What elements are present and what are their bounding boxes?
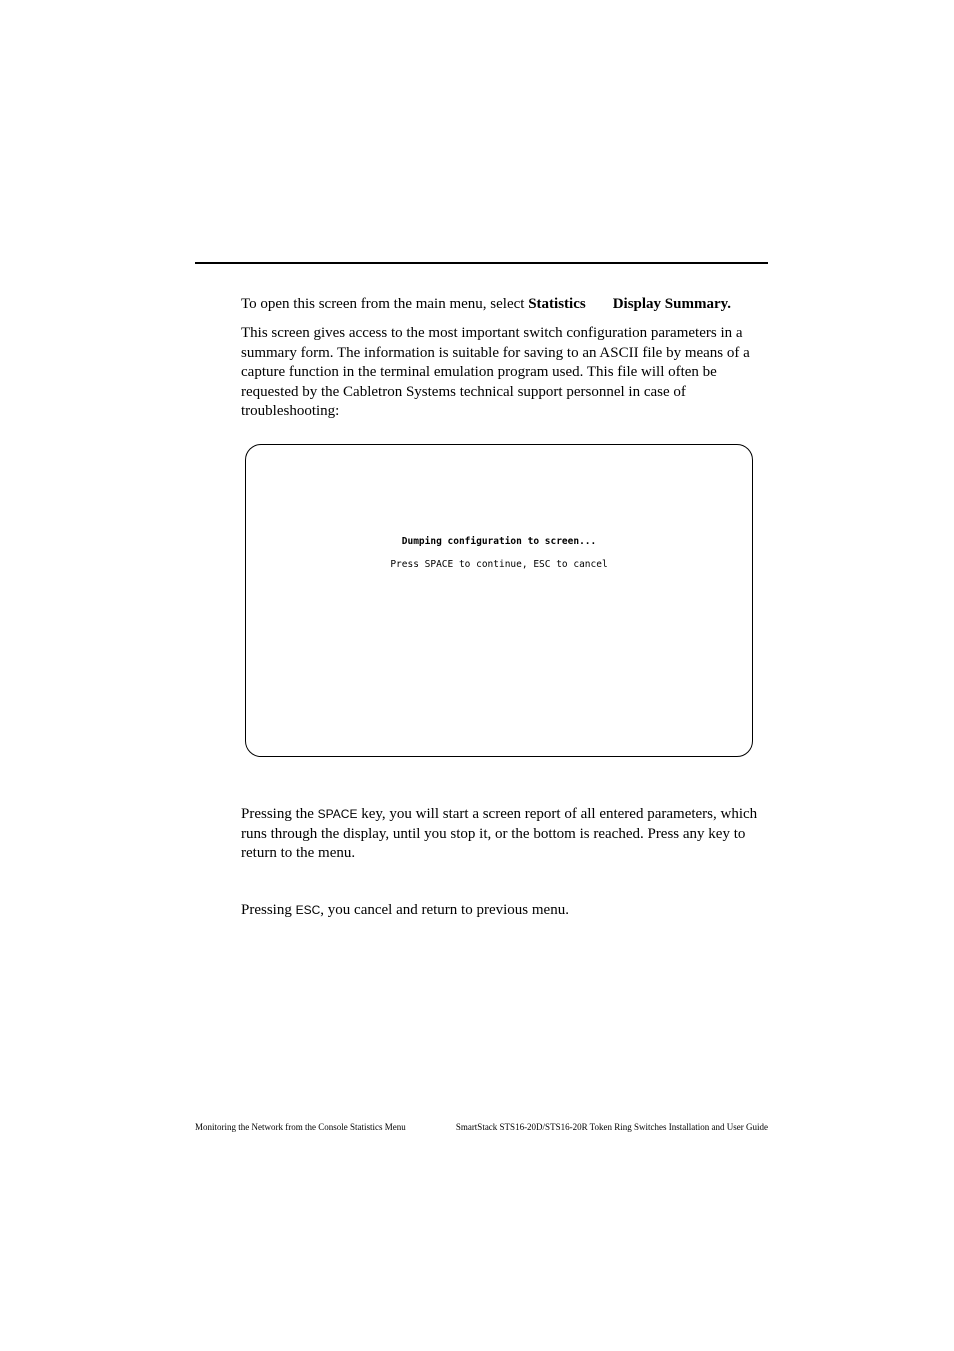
footer-book-title: SmartStack STS16-20D/STS16-20R Token Ring Switches Installation and User Guide: [455, 1122, 768, 1132]
esc-before: Pressing: [241, 902, 296, 918]
space-key: SPACE: [317, 807, 358, 821]
esc-key: ESC: [295, 903, 321, 917]
menu-statistics: Statistics: [528, 296, 586, 312]
footer-section-title: Monitoring the Network from the Console Statistics Menu: [195, 1122, 406, 1132]
menu-display-summary: Display Summary.: [612, 296, 732, 312]
description-paragraph: This screen gives access to the most important switch configuration parameters in a summary form. The information is suitable for saving to an ASCII file by means of a capture function in the terminal emulation program used. This file will often be requested by the Cabletron Systems technical support personnel in case of troubleshooting:: [241, 325, 750, 420]
space-after: key, you will start a screen report of all entered parameters, which runs through the display, until you stop it, or the bottom is reached. Press any key to return to the menu.: [241, 806, 758, 862]
terminal-line-prompt: Press SPACE to continue, ESC to cancel: [390, 559, 608, 570]
esc-paragraph: [241, 901, 769, 921]
header-rule: [195, 262, 768, 264]
terminal-screen: [245, 444, 753, 757]
intro-paragraph: [241, 295, 769, 315]
esc-after: , you cancel and return to previous menu.: [320, 902, 569, 918]
space-before: Pressing the: [241, 806, 318, 822]
intro-prefix: To open this screen from the main menu, select: [241, 296, 529, 312]
space-paragraph: [241, 805, 769, 864]
terminal-line-dumping: Dumping configuration to screen...: [401, 536, 597, 547]
